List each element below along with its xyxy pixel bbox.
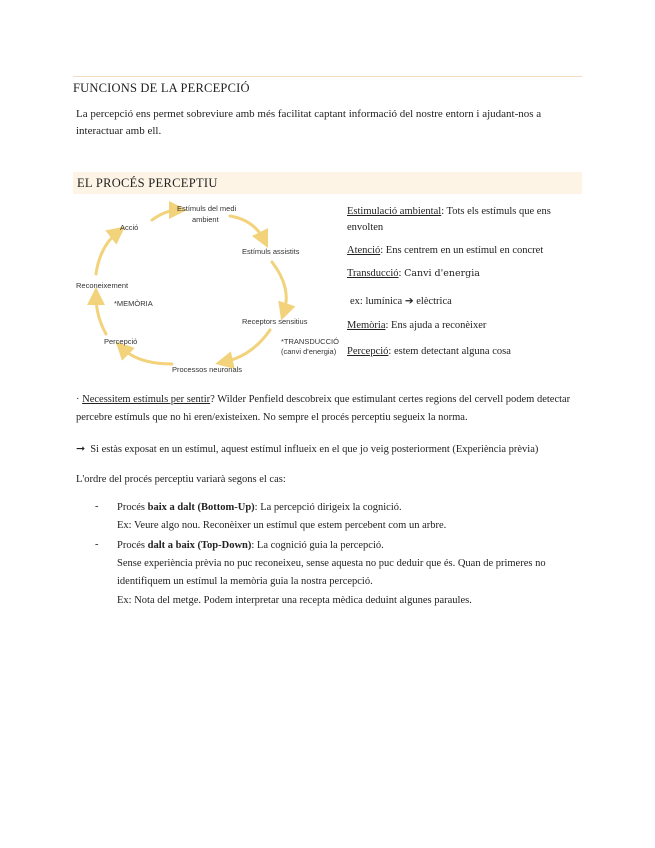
intro-paragraph: La percepció ens permet sobreviure amb més facilitat captant informació del nostre entorn i ajudant-nos a interactuar amb ell. [76,108,542,137]
text-perception: : estem detectant alguna cosa [388,346,511,357]
section-title-functions: FUNCIONS DE LA PERCEPCIÓ [73,76,582,96]
text-stimulation: : Tots els estímuls que ens envolten [347,206,551,233]
text-memory: : Ens ajuda a reconèixer [385,320,487,331]
top-down-post: : La cognició guia la percepció. [251,540,384,551]
bottom-up-pre: Procés [117,502,148,513]
text-transduction-sep: : [398,268,405,279]
bottom-up-bold: baix a dalt (Bottom-Up) [147,502,255,513]
bullet-bottom-up [117,499,577,517]
term-stimulation: Estimulació ambiental [347,206,442,217]
label-transduction-1: *TRANSDUCCIÓ [281,337,339,346]
cycle-arrow-2 [230,216,264,240]
cycle-arrow-4 [224,330,270,362]
paragraph-prefix: · [76,394,83,405]
text-attention: : Ens centrem en un estímul en concret [380,245,544,256]
top-down-pre: Procés [117,540,148,551]
label-stimuli-env-1: Estímuls del medi [177,204,237,213]
paragraph-penfield [76,391,576,427]
top-down-bold: dalt a baix (Top-Down) [147,540,252,551]
label-recognition: Reconeixement [76,281,129,290]
perceptual-process-diagram [74,198,344,378]
bullet-dash-2: - [95,539,99,550]
term-attention: Atenció [347,245,381,256]
paragraph-prior-experience [76,440,576,459]
label-transduction-2: (canvi d'energia) [281,347,337,356]
top-down-example: Ex: Nota del metge. Podem interpretar una recepta mèdica deduint algunes paraules. [117,595,472,606]
cycle-arrow-1 [152,210,178,220]
definition-attention [347,243,587,259]
top-down-explanation: Sense experiència prèvia no puc reconeixeu, sense aquesta no puc deduir que és. Quan de primeres no identifiquem un estímul la memòria guia la nostra percepció. [117,558,546,587]
cycle-arrow-3 [272,262,286,312]
definition-transduction [347,266,587,282]
label-stimuli-env-2: ambient [192,215,219,224]
term-transduction: Transducció [347,268,399,279]
term-memory: Memòria [347,320,386,331]
cycle-arrow-7 [96,232,118,274]
label-attended-stimuli: Estímuls assistits [242,247,300,256]
paragraph-question: Necessitem estímuls per sentir [82,394,211,405]
cycle-arrow-6 [96,296,106,334]
section-title-process: EL PROCÉS PERCEPTIU [73,172,582,194]
bullet-top-down [117,537,577,555]
text-transduction: Canvi d'energia [404,268,480,279]
definition-stimulation [347,204,587,236]
paragraph-penfield-text: ? Wilder Penfield descobreix que estimulant certes regions del cervell podem detectar percebre estímuls que no hi eren/existeixen. No sempre el procés perceptiu segueix la norma. [76,394,571,423]
label-receptors: Receptors sensitius [242,317,308,326]
cycle-arrow-5 [122,348,172,364]
label-memory: *MEMÒRIA [114,299,153,308]
bottom-up-post: : La percepció dirigeix la cognició. [254,502,402,513]
definition-memory [347,318,587,334]
arrow-icon: ➞ [76,442,86,455]
bottom-up-example: Ex: Veure algo nou. Reconèixer un estímul que estem percebent com un arbre. [117,520,447,531]
label-action: Acció [120,223,139,232]
prior-experience-text: Si estàs exposat en un estímul, aquest estímul influeix en el que jo veig posteriorment (Experiència prèvia) [90,444,539,455]
paragraph-order: L'ordre del procés perceptiu variarà segons el cas: [76,474,286,485]
label-perception: Percepció [104,337,138,346]
definition-perception [347,344,587,360]
term-perception: Percepció [347,346,389,357]
label-neural-processes: Processos neuronals [172,365,243,374]
definition-example: ex: lumínica ➔ elèctrica [350,296,452,307]
bullet-dash-1: - [95,501,99,512]
